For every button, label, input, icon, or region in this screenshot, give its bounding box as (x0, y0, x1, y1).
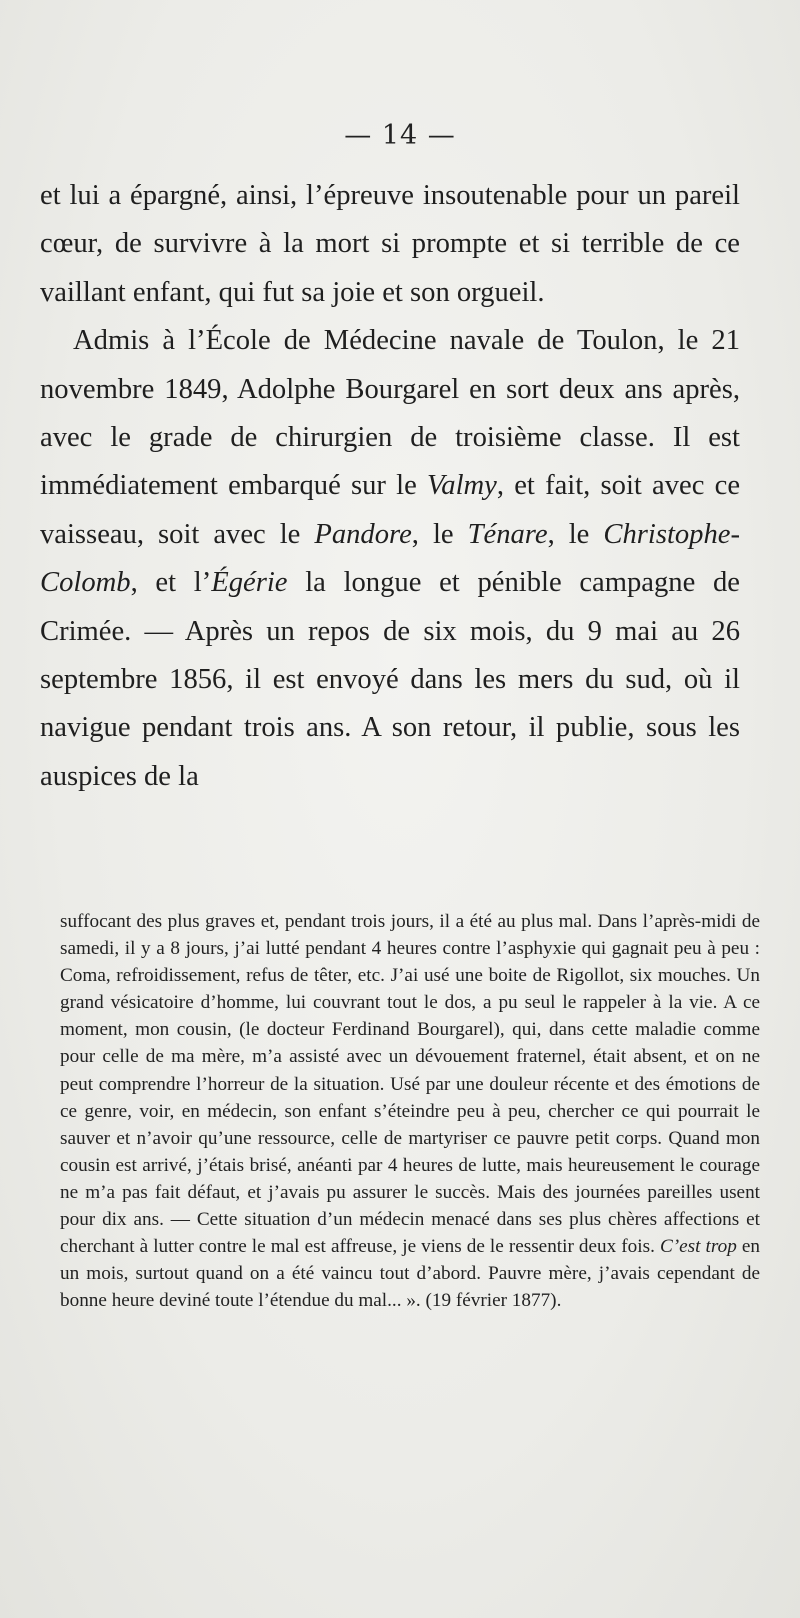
footnote-text-1: suffocant des plus graves et, pendant trois jours, il a été au plus mal. Dans l’après-midi de samedi, il y a 8 jours, j’ai lutté pendant 4 heures contre l’asphyxie qui gagnait peu à peu : Coma, refroidissement, refus de têter, etc. J’ai usé une boite de Rigollot, six mouches. Un grand vésicatoire d’homme, lui couvrant tout le dos, a pu seul le rappeler à la vie. A ce moment, mon cousin, (le docteur Ferdinand Bourgarel), qui, dans cette maladie comme pour celle de ma mère, m’a assisté avec un dévouement fraternel, était absent, et on ne peut comprendre l’horreur de la situation. Usé par une douleur récente et des émotions de ce genre, voir, en médecin, son enfant s’éteindre peu à peu, chercher ce qui pourrait le sauver et n’avoir qu’une ressource, celle de martyriser ce pauvre petit corps. Quand mon cousin est arrivé, j’étais brisé, anéanti par 4 heures de lutte, mais heureusement le courage ne m’a pas fait défaut, et j’avais pu assurer le succès. Mais des journées pareilles usent pour dix ans. — Cette situation d’un médecin menacé dans ses plus chères affections et cherchant à lutter contre le mal est affreuse, je viens de le ressentir deux fois. (60, 911, 760, 1258)
ship-name-egerie: Égérie (211, 567, 288, 599)
ship-name-valmy: Valmy (427, 470, 497, 502)
paragraph-2-text-6: la longue et pénible campagne de Crimée. — Après un repos de six mois, du 9 mai au 26 septembre 1856, il est envoyé dans les mers du sud, où il navigue pendant trois ans. A son retour, il publie, sous les auspices de la (40, 567, 740, 792)
page-number: — 14 — (344, 120, 456, 151)
footnote-text-2: en un mois, surtout quand on a été vaincu tout d’abord. Pauvre mère, j’avais cependant de bonne heure deviné toute l’étendue du mal... ». (19 février 1877). (60, 1236, 760, 1312)
footnote (60, 908, 760, 1314)
paragraph-2-text-5: , et l’ (130, 567, 212, 599)
paragraph-2-text-3: , le (411, 518, 468, 550)
ship-name-christophe-colomb: Christophe-Colomb (40, 518, 740, 599)
paragraph-2 (40, 317, 740, 801)
ship-name-pandore: Pandore (314, 518, 412, 550)
main-text (40, 172, 740, 801)
paragraph-1: et lui a épargné, ainsi, l’épreuve insoutenable pour un pareil cœur, de survivre à la mort si prompte et si terrible de ce vaillant enfant, qui fut sa joie et son orgueil. (40, 180, 740, 308)
ship-name-tenare: Ténare (467, 518, 548, 550)
paragraph-2-text-2: , et fait, soit avec ce vaisseau, soit avec le (40, 470, 741, 550)
paragraph-2-text-1: Admis à l’École de Médecine navale de Toulon, le 21 novembre 1849, Adolphe Bourgarel en sort deux ans après, avec le grade de chirurgien de troisième classe. Il est immédiatement embarqué sur le (40, 325, 740, 502)
paragraph-2-text-4: , le (547, 518, 604, 550)
footnote-emphasis: C’est trop (659, 1236, 737, 1258)
